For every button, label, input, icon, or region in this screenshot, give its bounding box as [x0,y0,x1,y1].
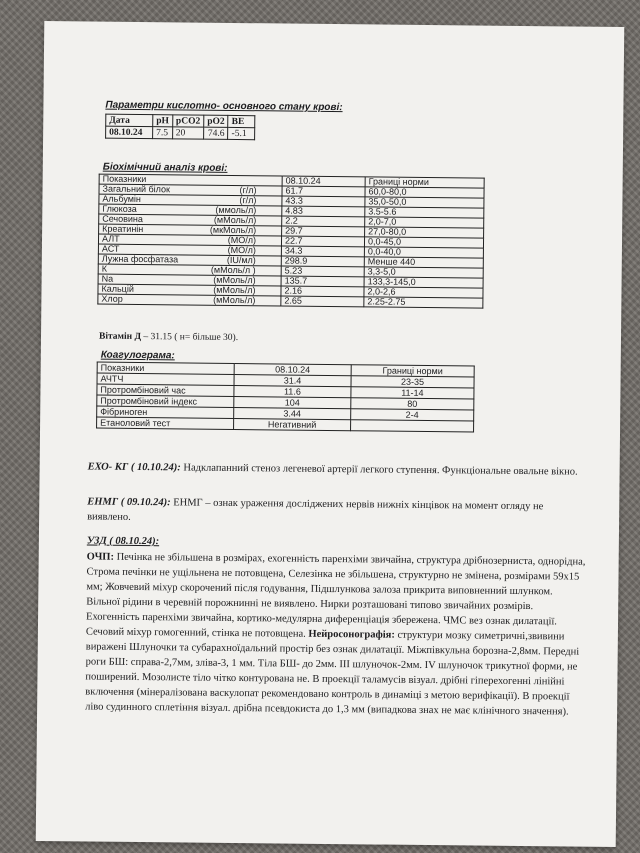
vitamin-d-line [99,332,238,343]
coag-value-cell: 104 [234,396,351,408]
abg-table [105,114,256,141]
coag-norm-cell: 23-35 [351,376,474,388]
abg-cell: -5.1 [228,127,255,139]
coag-header-cell: Показники [97,362,234,374]
coag-norm-cell: 80 [351,398,474,410]
bio-indicator-name: Креатинін [102,223,144,235]
bio-indicator-unit: (мМоль/л) [213,274,256,286]
bio-value-cell: 2.2 [282,216,365,227]
enmg-paragraph [87,494,587,529]
bio-norm-cell: 35,0-50,0 [365,197,484,208]
vitamin-d-label: Вітамін Д [98,331,142,343]
coag-indicator-cell: АЧТЧ [97,373,234,385]
abg-header-cell: pCO2 [172,115,203,127]
neurosonography-text: структури мозку симетричні,звивини виражені Шлуночки та субарахноїдальний простір без ознак дилатації. Міжпівкульна борозна-2,8мм. Передні роги БШ: справа-2,7мм, зліва-3, 1 мм. Тіла БШ- до 2мм. ІІІ шлуночок-2мм. ІV шлуночок трикутної форми, не поширений. Мозолисте тіло чітко контурована не. В проекції таламусів візуал. дрібні гіперехогенні лінійні включення (мінералізована васкулопат рекомендовано контроль в динаміці з метою верифікації). В проекції ліво судинного сплетіння візуал. дрібна псевдокиста до 1,3 мм (випадкова знах не має клінічного значення). [85,629,580,718]
bio-header-cell: Показники [99,174,282,186]
bio-norm-cell: 0,0-40,0 [364,247,483,258]
ochp-label: ОЧП: [86,551,115,563]
coag-indicator-cell: Етаноловий тест [97,417,234,429]
abg-header-cell: pH [153,115,173,127]
coag-indicator-cell: Фібриноген [97,406,234,418]
coag-norm-cell [351,420,474,432]
bio-value-cell: 22.7 [281,236,364,247]
bio-indicator-name: Сечовина [102,213,143,225]
bio-header-cell: Границі норми [365,177,484,188]
abg-cell: 08.10.24 [106,126,153,138]
bio-value-cell: 43.3 [282,196,365,207]
bio-indicator-unit: (мМоль/л) [213,214,257,226]
bio-norm-cell: 3.5-5.6 [365,207,484,218]
coag-norm-cell: 11-14 [351,387,474,399]
bio-value-cell: 135.7 [281,276,364,287]
bio-indicator-cell [98,294,281,306]
bio-value-cell: 2.65 [281,296,364,307]
bio-indicator-unit: (МО/л) [227,244,256,256]
bio-indicator-name: АЛТ [101,233,120,244]
bio-indicator-unit: (ммоль/л) [215,204,257,216]
coag-header-cell: 08.10.24 [234,363,351,375]
bio-value-cell: 2.16 [281,286,364,297]
abg-cell: 7.5 [153,127,173,139]
bio-norm-cell: 133,3-145,0 [364,277,483,288]
abg-header-cell: BE [228,115,255,127]
bio-title: Біохімічний аналіз крові: [102,161,228,174]
abg-value-row [106,126,256,140]
ochp-paragraph [85,549,587,719]
abg-cell: 74.6 [204,127,229,139]
coag-value-cell: 11.6 [234,385,351,397]
abg-header-cell: Дата [106,114,153,126]
bio-indicator-name: Альбумін [102,193,141,205]
coag-value-cell: 3.44 [234,407,351,419]
bio-indicator-name: АСТ [101,243,120,254]
coag-indicator-cell: Протромбіновий час [97,384,234,396]
bio-indicator-name: Лужна фосфатаза [101,253,179,265]
bio-indicator-unit: (IU/мл) [226,254,256,266]
bio-norm-cell: 2,0-7,0 [365,217,484,228]
neurosonography-label: Нейросонографія: [308,628,395,641]
bio-norm-cell: 3,3-5,0 [364,267,483,278]
uzd-title-text: УЗД ( 08.10.24): [86,535,160,548]
bio-indicator-name: Глюкоза [102,203,137,214]
document-page [36,21,625,847]
coag-indicator-cell: Протромбіновий індекс [97,395,234,407]
bio-table [97,174,484,309]
bio-norm-cell: 60,0-80,0 [365,187,484,198]
bio-norm-cell: 0,0-45,0 [364,237,483,248]
bio-value-cell: 4.83 [282,206,365,217]
bio-indicator-name: Na [101,273,114,284]
abg-title: Параметри кислотно- основного стану крові: [105,99,343,114]
bio-indicator-name: К [101,263,108,274]
abg-header-cell: pO2 [204,115,229,127]
bio-indicator-unit: (г/л) [239,195,257,206]
bio-value-cell: 298.9 [281,256,364,267]
enmg-text: ЕНМГ – ознак ураження досліджених нервів нижніх кінцівок на момент огляду не виявлено. [87,497,544,523]
exo-kg-label: ЕХО- КГ ( 10.10.24): [87,461,181,474]
coag-table [96,362,475,433]
bio-indicator-unit: (мМоль/л ) [210,264,256,276]
coag-norm-cell: 2-4 [351,409,474,421]
exo-kg-text: Надклапанний стеноз легеневої артерії легкого ступення. Функціональне овальне вікно. [180,462,578,478]
abg-cell: 20 [172,127,203,139]
bio-norm-cell: 27,0-80,0 [365,227,484,238]
exo-kg-paragraph [88,459,588,479]
enmg-label: ЕНМГ ( 09.10.24): [87,496,171,509]
ochp-text: Печінка не збільшена в розмірах, ехогенність паренхіми звичайна, структура дрібнозерниста, однорідна, Строма печінки не ущільнена не потовщена, Селезінка не збільшена, структурно не змінена, розмірами 59х15 мм; Жовчевий міхур скорочений після годування, Підшлункова залоза прикрита виповненний шлунком. Вільної рідини в черевній порожнинні не виявлено. Нирки розташовані типово звичайних розмірів. Ехогенність паренхіми звичайна, кортико-медулярна диференціація збережена. ЧМС вез ознак дилатації. Сечовий міхур гомогенний, стінка не потовщена. [85,551,586,640]
bio-value-cell: 29.7 [282,226,365,237]
bio-indicator-name: Хлор [101,293,123,304]
coag-value-cell: 31.4 [234,374,351,386]
bio-value-cell: 5.23 [281,266,364,277]
bio-indicator-unit: (г/л) [239,185,257,196]
bio-value-cell: 34.3 [281,246,364,257]
bio-indicator-unit: (мМоль/л) [213,284,256,296]
coag-header-cell: Границі норми [351,365,474,377]
bio-indicator-unit: (МО/л) [227,234,257,246]
bio-indicator-unit: (мМоль/л) [213,294,256,306]
bio-indicator-unit: (мкМоль/л) [209,224,257,236]
bio-norm-cell: Менше 440 [364,257,483,268]
bio-indicator-name: Загальний білок [102,183,171,195]
bio-value-cell: 61.7 [282,186,365,197]
bio-norm-cell: 2.25-2.75 [364,297,483,308]
vitamin-d-value: – 31.15 ( н= більше 30). [143,332,239,344]
coag-value-cell: Негативний [234,418,351,430]
bio-norm-cell: 2,0-2,6 [364,287,483,298]
bio-header-cell: 08.10.24 [282,176,365,187]
bio-indicator-name: Кальцій [101,283,134,294]
coag-title: Коагулограма: [100,349,175,362]
